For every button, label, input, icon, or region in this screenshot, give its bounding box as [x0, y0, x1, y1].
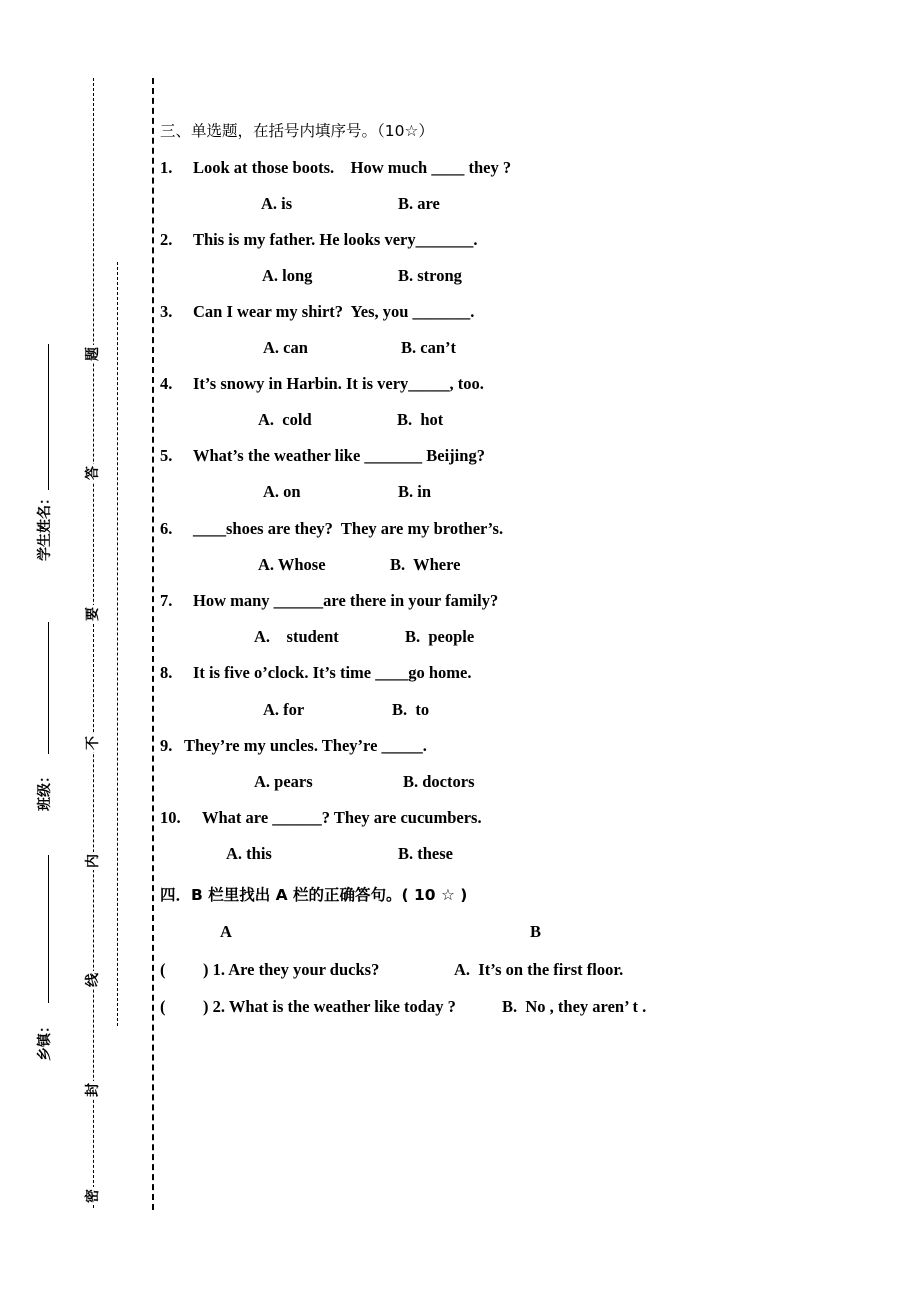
question-number: 10.: [160, 808, 181, 827]
match-question: ) 1. Are they your ducks?: [203, 960, 380, 979]
question-text: How many ______are there in your family?: [193, 591, 499, 610]
option-b: B. can’t: [401, 338, 456, 357]
seal-char-da: 答: [85, 466, 101, 480]
inner-dashed-line: [117, 262, 118, 1026]
match-answer: A. It’s on the first floor.: [454, 960, 624, 979]
option-a: A. cold: [258, 410, 312, 429]
option-a: A. student: [254, 627, 339, 646]
option-a: A. is: [261, 194, 293, 213]
question-text: This is my father. He looks very_______.: [193, 230, 478, 249]
option-b: B. Where: [390, 555, 461, 574]
township-label: 乡镇：: [37, 1019, 53, 1061]
section4-title: 四．B 栏里找出 A 栏的正确答句。( 10 ☆ ): [160, 886, 468, 904]
question-number: 9.: [160, 736, 173, 755]
question-number: 2.: [160, 230, 173, 249]
question-number: 6.: [160, 519, 173, 538]
section3-title: 三、单选题，在括号内填序号。（10☆）: [160, 122, 434, 140]
option-b: B. are: [398, 194, 440, 213]
seal-char-ti: 题: [85, 347, 101, 361]
township-blank-line: [48, 855, 49, 1003]
option-b: B. people: [405, 627, 475, 646]
question-number: 7.: [160, 591, 173, 610]
question-text: What are ______? They are cucumbers.: [202, 808, 482, 827]
option-a: A. pears: [254, 772, 313, 791]
option-b: B. to: [392, 700, 430, 719]
class-blank-line: [48, 622, 49, 754]
question-number: 4.: [160, 374, 173, 393]
option-b: B. doctors: [403, 772, 475, 791]
question-text: It’s snowy in Harbin. It is very_____, too.: [193, 374, 484, 393]
seal-dashed-line: [93, 78, 94, 1208]
option-a: A. this: [226, 844, 272, 863]
option-a: A. Whose: [258, 555, 326, 574]
option-b: B. strong: [398, 266, 462, 285]
option-b: B. in: [398, 482, 432, 501]
question-text: Look at those boots. How much ____ they ?: [193, 158, 512, 177]
column-a-header: A: [220, 922, 232, 941]
option-a: A. on: [263, 482, 301, 501]
answer-bracket-open: (: [160, 960, 166, 979]
question-text: They’re my uncles. They’re _____.: [184, 736, 427, 755]
option-b: B. hot: [397, 410, 444, 429]
column-b-header: B: [530, 922, 542, 941]
question-text: It is five o’clock. It’s time ____go home.: [193, 663, 472, 682]
seal-char-xian: 线: [85, 973, 101, 987]
question-number: 8.: [160, 663, 173, 682]
match-answer: B. No , they aren’ t .: [502, 997, 647, 1016]
question-number: 3.: [160, 302, 173, 321]
option-a: A. long: [262, 266, 313, 285]
option-a: A. for: [263, 700, 305, 719]
class-label: 班级：: [37, 769, 53, 811]
seal-char-bu: 不: [85, 736, 101, 750]
option-b: B. these: [398, 844, 453, 863]
match-question: ) 2. What is the weather like today ?: [203, 997, 456, 1016]
seal-char-feng: 封: [85, 1083, 101, 1097]
fold-dashed-line: [152, 78, 154, 1210]
question-number: 5.: [160, 446, 173, 465]
student-name-label: 学生姓名：: [37, 491, 53, 561]
seal-char-nei: 内: [85, 854, 101, 868]
question-text: What’s the weather like _______ Beijing?: [193, 446, 485, 465]
question-text: ____shoes are they? They are my brother’s.: [193, 519, 504, 538]
answer-bracket-open: (: [160, 997, 166, 1016]
option-a: A. can: [263, 338, 308, 357]
seal-char-mi: 密: [85, 1189, 101, 1203]
student-name-blank-line: [48, 344, 49, 490]
seal-char-yao: 要: [85, 607, 101, 621]
question-text: Can I wear my shirt? Yes, you _______.: [193, 302, 475, 321]
question-number: 1.: [160, 158, 173, 177]
